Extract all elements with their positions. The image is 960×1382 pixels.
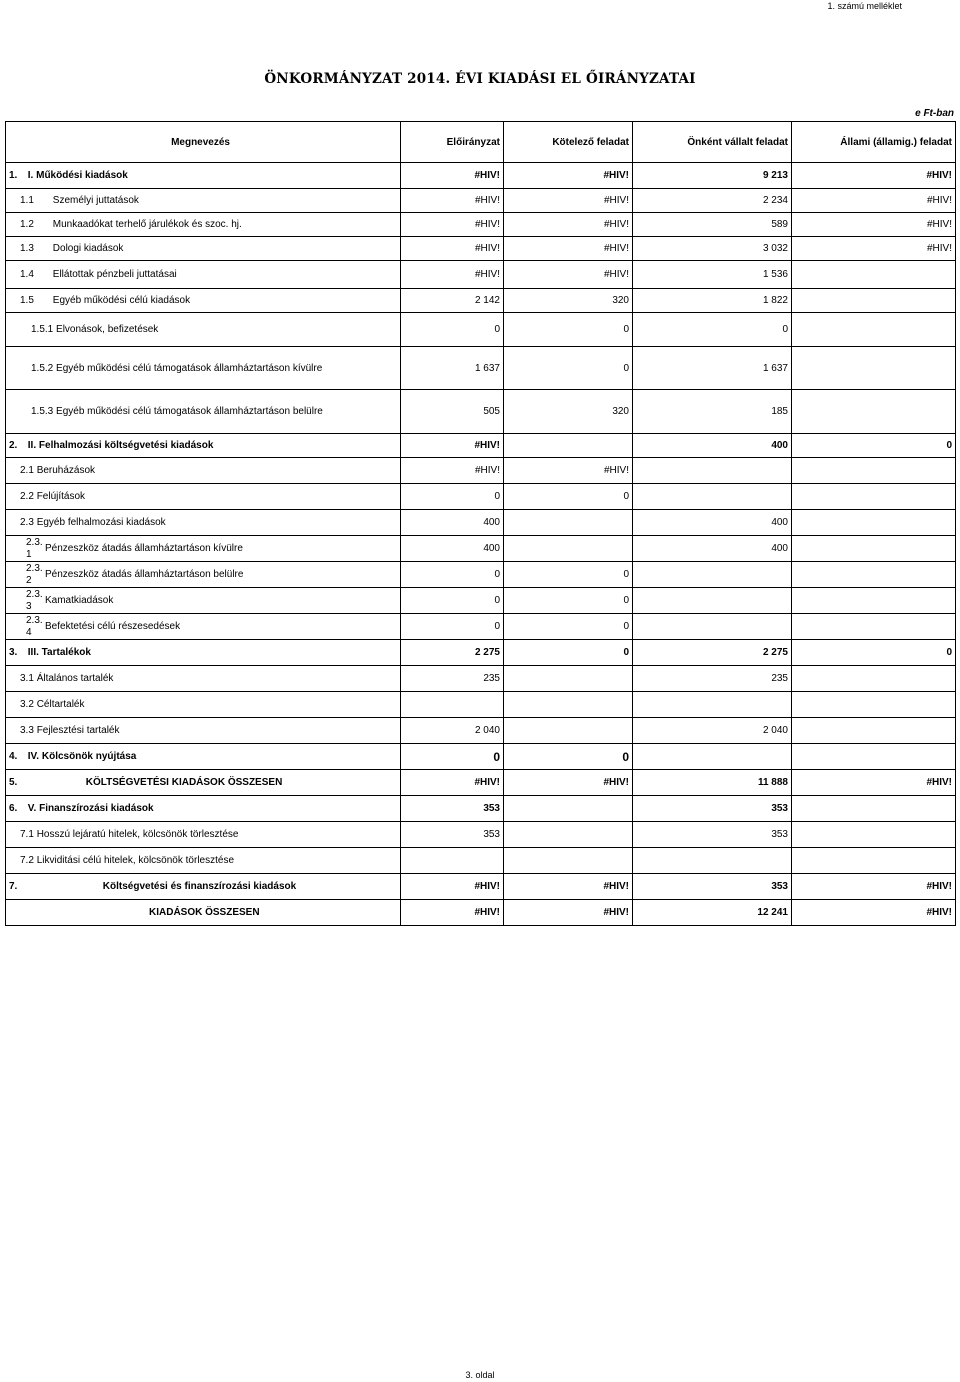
row-label [6,874,401,900]
table-row [6,848,956,874]
row-label [6,510,401,536]
table-row [6,640,956,666]
table-row [6,261,956,289]
table-row [6,562,956,588]
cell-allami [792,261,956,289]
row-label [6,313,401,347]
cell-onkent: 9 213 [633,163,792,189]
header-megnevezes: Megnevezés [6,122,401,163]
row-code: 1. [9,170,18,181]
row-label [6,744,401,770]
cell-allami: #HIV! [792,900,956,926]
row-code: 2.3 [20,517,34,528]
row-code [26,563,45,587]
cell-allami: #HIV! [792,770,956,796]
table-row [6,213,956,237]
cell-onkent: 589 [633,213,792,237]
cell-allami: 0 [792,640,956,666]
cell-eloiranyzat: #HIV! [401,213,504,237]
row-label [6,796,401,822]
cell-eloiranyzat: 353 [401,822,504,848]
table-row [6,484,956,510]
cell-allami [792,588,956,614]
cell-onkent [633,588,792,614]
cell-kotelezo: #HIV! [504,900,633,926]
cell-kotelezo [504,666,633,692]
cell-eloiranyzat: #HIV! [401,434,504,458]
row-label [6,484,401,510]
row-label [6,562,401,588]
row-code: 7.2 [20,855,34,866]
table-row [6,770,956,796]
table-row [6,434,956,458]
cell-onkent: 0 [633,313,792,347]
cell-onkent: 1 637 [633,347,792,390]
cell-kotelezo: #HIV! [504,163,633,189]
row-label [6,614,401,640]
row-text: Elvonások, befizetések [56,324,159,335]
cell-allami [792,458,956,484]
cell-eloiranyzat: #HIV! [401,163,504,189]
cell-eloiranyzat: 0 [401,744,504,770]
row-code-a: 2.3. [26,562,43,574]
table-row [6,237,956,261]
row-code: 1.5.2 [31,362,54,374]
row-text: Beruházások [36,465,96,476]
cell-eloiranyzat: 505 [401,390,504,434]
cell-onkent [633,458,792,484]
row-code: 2.1 [20,465,34,476]
cell-onkent [633,484,792,510]
table-row [6,390,956,434]
cell-allami [792,510,956,536]
cell-onkent: 11 888 [633,770,792,796]
cell-onkent: 12 241 [633,900,792,926]
cell-allami: #HIV! [792,213,956,237]
row-code-a: 2.3. [26,588,43,600]
row-label [6,189,401,213]
cell-allami: #HIV! [792,874,956,900]
cell-onkent [633,744,792,770]
cell-allami: #HIV! [792,189,956,213]
cell-eloiranyzat: 2 040 [401,718,504,744]
cell-onkent: 1 536 [633,261,792,289]
row-text: Fejlesztési tartalék [36,725,120,736]
cell-kotelezo [504,434,633,458]
row-text: Egyéb működési célú támogatások államháztartáson belülre [56,406,323,417]
cell-eloiranyzat [401,692,504,718]
cell-onkent [633,692,792,718]
table-row [6,536,956,562]
row-text: Ellátottak pénzbeli juttatásai [52,269,177,280]
row-label [6,718,401,744]
table-row [6,163,956,189]
row-text: III. Tartalékok [27,647,91,658]
cell-allami [792,536,956,562]
row-label [6,770,401,796]
cell-allami [792,666,956,692]
cell-kotelezo [504,536,633,562]
table-header-row [6,122,956,163]
cell-kotelezo: #HIV! [504,213,633,237]
cell-eloiranyzat: 0 [401,588,504,614]
cell-eloiranyzat: #HIV! [401,261,504,289]
row-label [6,640,401,666]
unit-label: e Ft-ban [915,108,954,119]
cell-onkent: 185 [633,390,792,434]
table-row [6,289,956,313]
row-code: 5. [9,777,18,788]
cell-kotelezo: 320 [504,289,633,313]
table-row [6,874,956,900]
table-row [6,458,956,484]
cell-kotelezo: #HIV! [504,458,633,484]
row-code: 7. [9,881,18,892]
row-text: Személyi juttatások [52,195,139,206]
row-code: 6. [9,803,18,814]
cell-eloiranyzat: 1 637 [401,347,504,390]
row-text: Céltartalék [36,699,85,710]
header-eloiranyzat: Előirányzat [401,122,504,163]
row-code: 3.1 [20,673,34,684]
row-code: 1.5 [20,295,34,306]
cell-eloiranyzat: 400 [401,536,504,562]
row-code [26,589,45,613]
cell-onkent: 2 275 [633,640,792,666]
row-code: 1.1 [20,195,34,206]
cell-onkent: 1 822 [633,289,792,313]
row-label [6,692,401,718]
cell-kotelezo: 320 [504,390,633,434]
cell-onkent [633,848,792,874]
row-text: Pénzeszköz átadás államháztartáson kívülre [45,543,243,554]
row-code-b: 4 [26,626,32,638]
row-code-a: 2.3. [26,536,43,548]
table-row [6,614,956,640]
row-text: Munkaadókat terhelő járulékok és szoc. hj. [52,219,242,230]
header-kotelezo: Kötelező feladat [504,122,633,163]
cell-kotelezo: 0 [504,313,633,347]
table-row [6,822,956,848]
row-code: 1.5.1 [31,324,54,335]
budget-table [5,121,956,926]
cell-allami [792,796,956,822]
row-text: IV. Kölcsönök nyújtása [27,751,137,762]
cell-onkent [633,562,792,588]
cell-allami [792,744,956,770]
cell-onkent: 2 040 [633,718,792,744]
row-text: Likviditási célú hitelek, kölcsönök törlesztése [36,855,235,866]
cell-allami [792,848,956,874]
row-text: Egyéb működési célú kiadások [52,295,191,306]
row-text: KÖLTSÉGVETÉSI KIADÁSOK ÖSSZESEN [85,777,283,788]
cell-onkent: 400 [633,536,792,562]
cell-allami [792,390,956,434]
row-text: Dologi kiadások [52,243,124,254]
cell-allami [792,289,956,313]
table-row [6,347,956,390]
cell-kotelezo: #HIV! [504,261,633,289]
cell-allami [792,692,956,718]
cell-allami [792,718,956,744]
header-allami: Állami (államig.) feladat [792,122,956,163]
cell-kotelezo: 0 [504,640,633,666]
table-row [6,189,956,213]
row-text: Befektetési célú részesedések [45,621,181,632]
cell-kotelezo: 0 [504,347,633,390]
row-code: 3.3 [20,725,34,736]
row-label [6,261,401,289]
row-label [6,822,401,848]
row-code: 1.2 [20,219,34,230]
row-label [6,536,401,562]
row-label [6,163,401,189]
cell-eloiranyzat: #HIV! [401,874,504,900]
cell-allami [792,614,956,640]
cell-eloiranyzat: 2 142 [401,289,504,313]
cell-allami [792,313,956,347]
table-row [6,692,956,718]
cell-kotelezo [504,692,633,718]
row-text: KIADÁSOK ÖSSZESEN [149,907,260,918]
row-label [6,213,401,237]
row-text: I. Működési kiadások [27,170,128,181]
row-code: 4. [9,751,18,762]
cell-onkent [633,614,792,640]
cell-allami [792,484,956,510]
row-label [6,848,401,874]
table-row [6,744,956,770]
row-code: 2. [9,440,18,451]
cell-kotelezo: 0 [504,484,633,510]
row-label [6,666,401,692]
table-row [6,588,956,614]
table-row [6,510,956,536]
cell-kotelezo: 0 [504,562,633,588]
row-code-b: 2 [26,574,32,586]
row-code: 1.5.3 [31,406,54,417]
row-text: Egyéb működési célú támogatások államháztartáson kívülre [56,362,323,374]
cell-eloiranyzat: 0 [401,313,504,347]
table-row [6,796,956,822]
row-text: Kamatkiadások [45,595,114,606]
header-onkent: Önként vállalt feladat [633,122,792,163]
row-text: Felújítások [36,491,86,502]
cell-kotelezo [504,822,633,848]
row-text: Költségvetési és finanszírozási kiadások [102,881,297,892]
row-label [6,347,401,390]
cell-allami [792,347,956,390]
row-label [6,289,401,313]
row-text: V. Finanszírozási kiadások [27,803,154,814]
cell-eloiranyzat: #HIV! [401,900,504,926]
cell-onkent: 353 [633,874,792,900]
cell-allami [792,562,956,588]
cell-eloiranyzat: 353 [401,796,504,822]
cell-kotelezo [504,848,633,874]
cell-kotelezo: #HIV! [504,770,633,796]
cell-eloiranyzat: 2 275 [401,640,504,666]
row-label [6,390,401,434]
cell-eloiranyzat: 0 [401,484,504,510]
row-code: 1.4 [20,269,34,280]
cell-kotelezo: #HIV! [504,237,633,261]
table-row [6,718,956,744]
cell-onkent: 3 032 [633,237,792,261]
page-title: ÖNKORMÁNYZAT 2014. ÉVI KIADÁSI EL ŐIRÁNYZATAI [264,71,696,87]
row-code [26,615,45,639]
row-label [6,458,401,484]
row-code: 3. [9,647,18,658]
row-code: 2.2 [20,491,34,502]
row-label [6,434,401,458]
cell-kotelezo [504,510,633,536]
row-label [6,900,401,926]
row-code-b: 1 [26,548,32,560]
row-code [26,537,45,561]
row-label [6,588,401,614]
cell-allami: 0 [792,434,956,458]
cell-kotelezo: #HIV! [504,189,633,213]
cell-kotelezo: 0 [504,588,633,614]
annex-label: 1. számú melléklet [827,1,902,11]
table-row [6,900,956,926]
row-text: Általános tartalék [36,673,114,684]
cell-onkent: 400 [633,434,792,458]
cell-onkent: 353 [633,822,792,848]
row-text: Pénzeszköz átadás államháztartáson belülre [45,569,244,580]
cell-kotelezo [504,796,633,822]
row-label [6,237,401,261]
table-row [6,313,956,347]
table-row [6,666,956,692]
cell-eloiranyzat: #HIV! [401,237,504,261]
cell-onkent: 353 [633,796,792,822]
cell-kotelezo: 0 [504,744,633,770]
cell-onkent: 235 [633,666,792,692]
cell-eloiranyzat: 400 [401,510,504,536]
cell-onkent: 400 [633,510,792,536]
row-text: Egyéb felhalmozási kiadások [36,517,166,528]
row-code: 3.2 [20,699,34,710]
row-code-b: 3 [26,600,32,612]
cell-kotelezo: #HIV! [504,874,633,900]
cell-allami: #HIV! [792,163,956,189]
cell-eloiranyzat: 0 [401,562,504,588]
row-text: II. Felhalmozási költségvetési kiadások [27,440,214,451]
cell-kotelezo: 0 [504,614,633,640]
cell-eloiranyzat: 235 [401,666,504,692]
page-number: 3. oldal [465,1370,495,1380]
cell-onkent: 2 234 [633,189,792,213]
cell-kotelezo [504,718,633,744]
row-code: 7.1 [20,829,34,840]
cell-eloiranyzat: 0 [401,614,504,640]
row-text: Hosszú lejáratú hitelek, kölcsönök törlesztése [36,829,239,840]
cell-eloiranyzat [401,848,504,874]
cell-allami [792,822,956,848]
row-code-a: 2.3. [26,614,43,626]
row-code: 1.3 [20,243,34,254]
cell-eloiranyzat: #HIV! [401,189,504,213]
cell-allami: #HIV! [792,237,956,261]
cell-eloiranyzat: #HIV! [401,458,504,484]
cell-eloiranyzat: #HIV! [401,770,504,796]
